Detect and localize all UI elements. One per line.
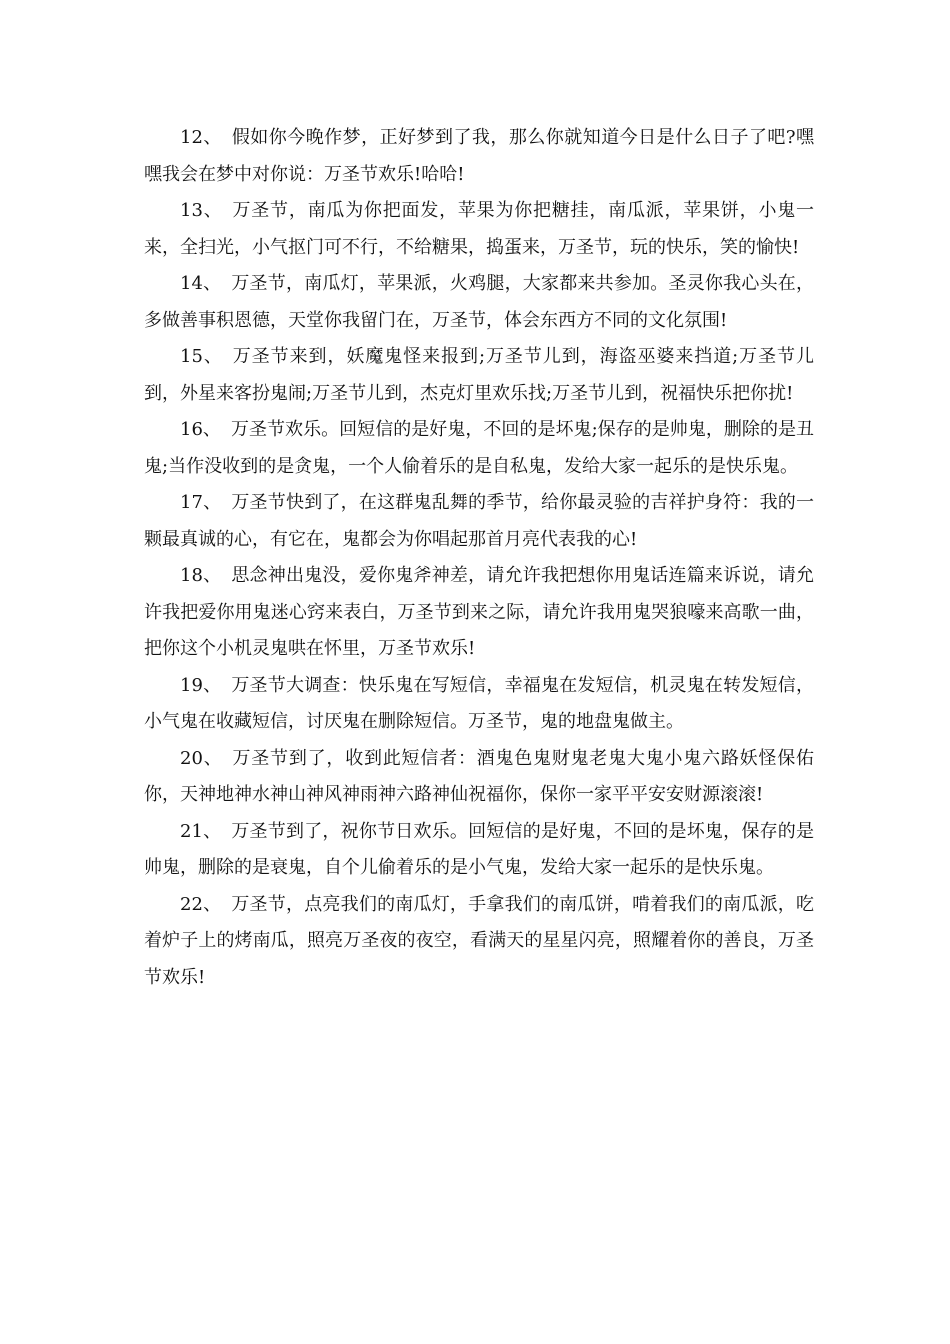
- paragraph-number: 15、: [180, 346, 223, 367]
- paragraph-number: 20、: [180, 747, 223, 769]
- paragraph-18: [144, 558, 814, 668]
- paragraph-text: 万圣节大调查：快乐鬼在写短信，幸福鬼在发短信，机灵鬼在转发短信，小气鬼在收藏短信，讨厌鬼在删除短信。万圣节，鬼的地盘鬼做主。: [144, 674, 815, 732]
- paragraph-number: 14、: [180, 273, 222, 294]
- paragraph-text: 万圣节到了，祝你节日欢乐。回短信的是好鬼，不回的是坏鬼，保存的是帅鬼，删除的是衰鬼，自个儿偷着乐的是小气鬼，发给大家一起乐的是快乐鬼。: [144, 820, 815, 878]
- paragraph-text: 万圣节到了，收到此短信者：酒鬼色鬼财鬼老鬼大鬼小鬼六路妖怪保佑你，天神地神水神山神风神雨神六路神仙祝福你，保你一家平平安安财源滚滚!: [144, 747, 815, 805]
- paragraph-13: [144, 193, 814, 266]
- document-body: [144, 120, 814, 996]
- paragraph-16: [144, 412, 814, 485]
- paragraph-number: 12、: [180, 127, 222, 148]
- paragraph-text: 万圣节来到，妖魔鬼怪来报到;万圣节儿到，海盗巫婆来挡道;万圣节儿到，外星来客扮鬼闹;万圣节儿到，杰克灯里欢乐找;万圣节儿到，祝福快乐把你扰!: [144, 346, 814, 404]
- paragraph-text: 万圣节，南瓜为你把面发，苹果为你把糖挂，南瓜派，苹果饼，小鬼一来，全扫光，小气抠门可不行，不给糖果，捣蛋来，万圣节，玩的快乐，笑的愉快!: [144, 200, 815, 258]
- paragraph-text: 万圣节，点亮我们的南瓜灯，手拿我们的南瓜饼，啃着我们的南瓜派，吃着炉子上的烤南瓜，照亮万圣夜的夜空，看满天的星星闪亮，照耀着你的善良，万圣节欢乐!: [144, 893, 815, 988]
- paragraph-number: 22、: [180, 893, 222, 915]
- paragraph-21: [144, 814, 814, 887]
- paragraph-text: 假如你今晚作梦，正好梦到了我，那么你就知道今日是什么日子了吧?嘿嘿我会在梦中对你说：万圣节欢乐!哈哈!: [144, 127, 814, 185]
- paragraph-number: 18、: [180, 565, 222, 586]
- paragraph-22: [144, 887, 814, 997]
- paragraph-text: 思念神出鬼没，爱你鬼斧神差，请允许我把想你用鬼话连篇来诉说，请允许我把爱你用鬼迷心窍来表白，万圣节到来之际，请允许我用鬼哭狼嚎来高歌一曲，把你这个小机灵鬼哄在怀里，万圣节欢乐!: [144, 565, 815, 659]
- paragraph-number: 17、: [180, 492, 222, 513]
- paragraph-number: 19、: [180, 674, 222, 696]
- paragraph-number: 16、: [180, 419, 221, 440]
- paragraph-12: [144, 120, 814, 193]
- paragraph-14: [144, 266, 814, 339]
- paragraph-text: 万圣节欢乐。回短信的是好鬼，不回的是坏鬼;保存的是帅鬼，删除的是丑鬼;当作没收到的是贪鬼，一个人偷着乐的是自私鬼，发给大家一起乐的是快乐鬼。: [144, 419, 815, 477]
- paragraph-number: 13、: [180, 200, 223, 221]
- paragraph-17: [144, 485, 814, 558]
- paragraph-20: [144, 741, 814, 814]
- paragraph-15: [144, 339, 814, 412]
- paragraph-text: 万圣节快到了，在这群鬼乱舞的季节，给你最灵验的吉祥护身符：我的一颗最真诚的心，有它在，鬼都会为你唱起那首月亮代表我的心!: [144, 492, 815, 550]
- paragraph-text: 万圣节，南瓜灯，苹果派，火鸡腿，大家都来共参加。圣灵你我心头在，多做善事积恩德，天堂你我留门在，万圣节，体会东西方不同的文化氛围!: [144, 273, 815, 331]
- paragraph-number: 21、: [180, 820, 222, 842]
- paragraph-19: [144, 668, 814, 741]
